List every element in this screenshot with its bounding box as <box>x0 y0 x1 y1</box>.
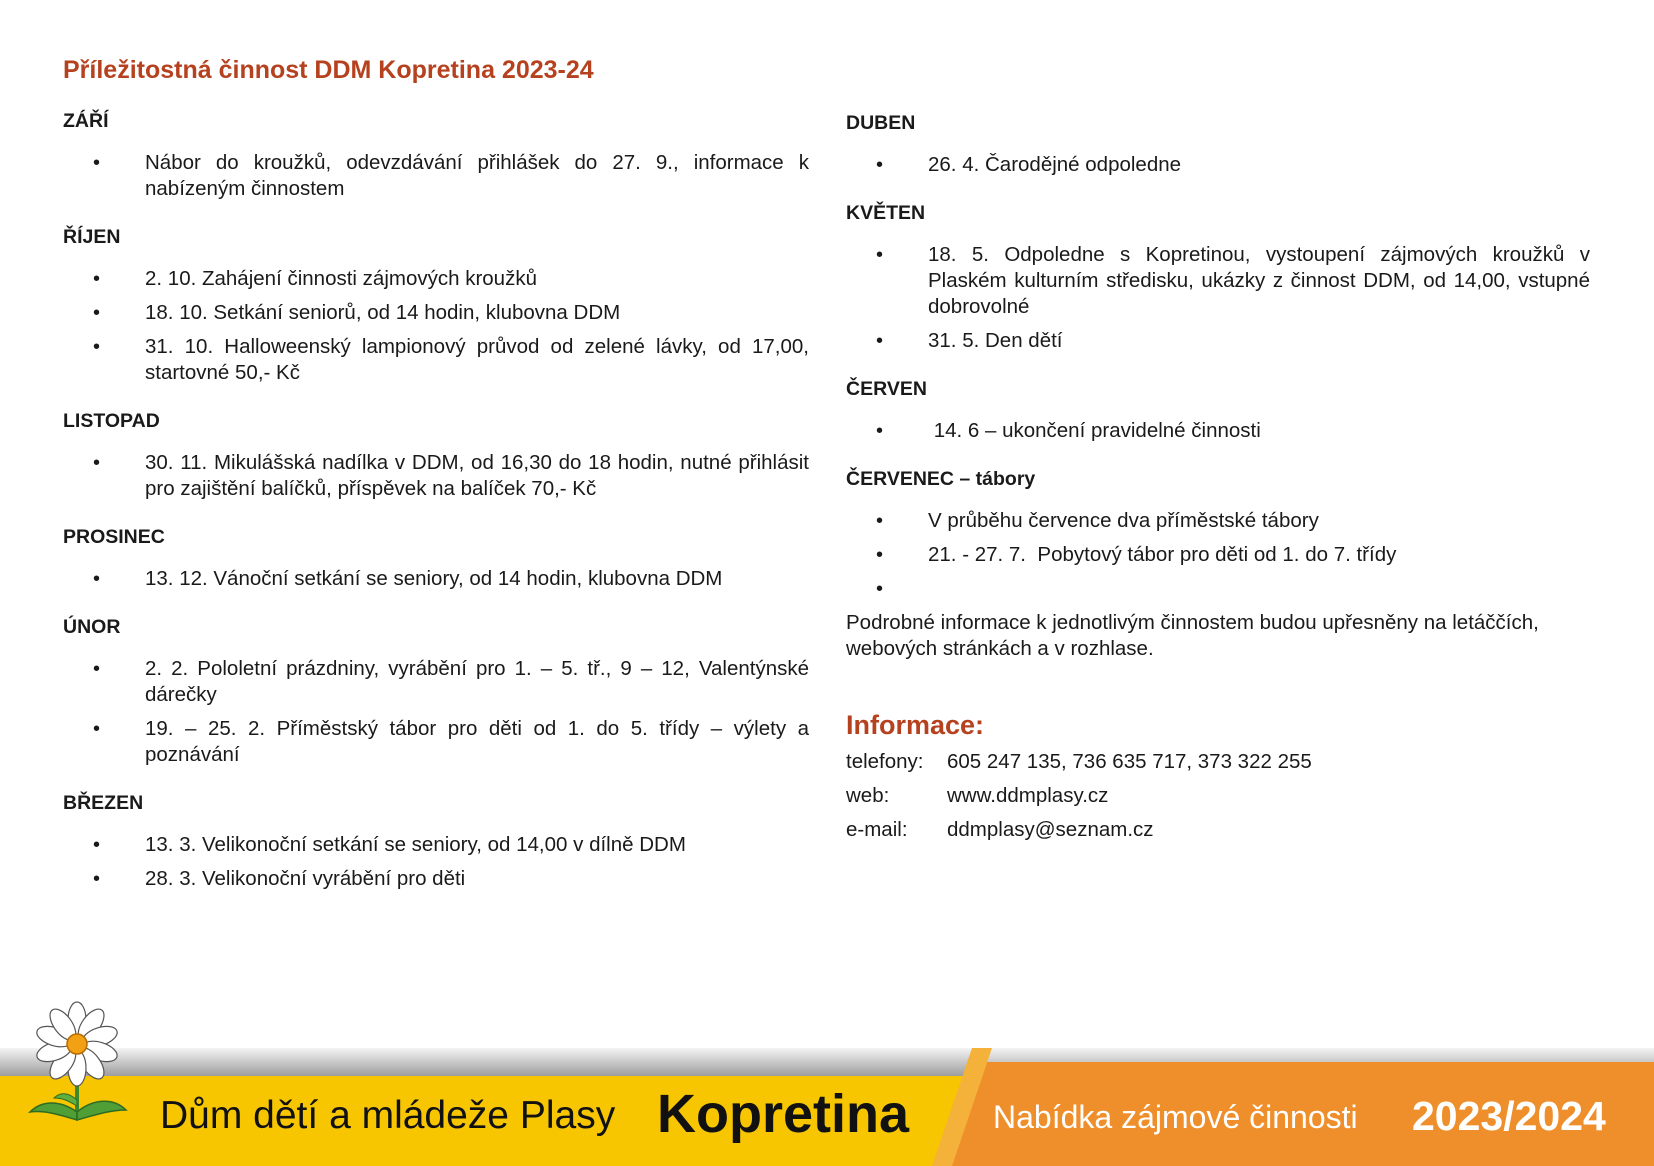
bullet-icon: • <box>876 154 884 176</box>
month-heading: ÚNOR <box>63 616 121 638</box>
month-section-brezen <box>63 790 809 892</box>
bullet-icon: • <box>93 868 101 890</box>
month-heading: LISTOPAD <box>63 410 160 432</box>
bullet-icon: • <box>93 658 101 680</box>
month-heading: KVĚTEN <box>846 202 926 224</box>
daisy-flower-icon <box>20 1000 135 1130</box>
month-heading: BŘEZEN <box>63 792 144 814</box>
month-section-unor <box>63 614 809 768</box>
contact-value: www.ddmplasy.cz <box>947 784 1109 807</box>
bullet-icon: • <box>876 244 884 266</box>
month-heading: PROSINEC <box>63 526 165 548</box>
contact-value: ddmplasy@seznam.cz <box>947 818 1154 841</box>
right-column <box>846 110 1590 851</box>
bullet-icon: • <box>876 578 884 600</box>
list-item: • 30. 11. Mikulášská nadílka v DDM, od 16,30 do 18 hodin, nutné přihlásit pro zajištění balíčků, příspěvek na balíček 70,- Kč <box>93 451 809 500</box>
list-item: • Nábor do kroužků, odevzdávání přihlášek do 27. 9., informace k nabízeným činnostem <box>93 151 809 200</box>
list-item: • 18. 10. Setkání seniorů, od 14 hodin, klubovna DDM <box>93 301 621 324</box>
month-section-cervenec <box>846 466 1590 602</box>
bullet-icon: • <box>876 420 884 442</box>
month-section-prosinec <box>63 524 809 592</box>
list-item: • 2. 2. Pololetní prázdniny, vyrábění pro 1. – 5. tř., 9 – 12, Valentýnské dárečky <box>93 657 809 706</box>
left-column <box>63 108 809 914</box>
bullet-icon: • <box>876 510 884 532</box>
footer-org-name: Dům dětí a mládeže Plasy <box>160 1094 616 1137</box>
footer-year: 2023/2024 <box>1412 1093 1606 1139</box>
bullet-icon: • <box>876 544 884 566</box>
footer-brand: Kopretina <box>657 1084 910 1144</box>
contact-row-phone <box>846 749 1590 775</box>
list-item: • 28. 3. Velikonoční vyrábění pro děti <box>93 867 466 890</box>
month-section-listopad <box>63 408 809 502</box>
list-item <box>846 576 1590 602</box>
contact-row-email <box>846 817 1590 843</box>
list-item: • 13. 12. Vánoční setkání se seniory, od 14 hodin, klubovna DDM <box>93 567 723 590</box>
month-section-duben <box>846 110 1590 178</box>
month-heading: ŘÍJEN <box>63 226 121 248</box>
bullet-icon: • <box>93 152 101 174</box>
list-item: • 2. 10. Zahájení činnosti zájmových kroužků <box>93 267 537 290</box>
bullet-icon: • <box>93 452 101 474</box>
contact-label: web: <box>846 784 890 807</box>
page-title: Příležitostná činnost DDM Kopretina 2023-24 <box>63 56 594 84</box>
list-item: • 26. 4. Čarodějné odpoledne <box>876 153 1182 176</box>
month-section-kveten <box>846 200 1590 354</box>
list-item: • 13. 3. Velikonoční setkání se seniory, od 14,00 v dílně DDM <box>93 833 686 856</box>
list-item: • 31. 10. Halloweenský lampionový průvod od zelené lávky, od 17,00, startovné 50,- Kč <box>93 335 809 384</box>
contact-row-web <box>846 783 1590 809</box>
month-section-rijen <box>63 224 809 386</box>
list-item: • 14. 6 – ukončení pravidelné činnosti <box>876 419 1261 442</box>
contact-label: e-mail: <box>846 818 908 841</box>
info-heading: Informace: <box>846 710 985 740</box>
bullet-icon: • <box>93 302 101 324</box>
bullet-icon: • <box>93 834 101 856</box>
footer-offer: Nabídka zájmové činnosti <box>993 1099 1358 1135</box>
month-heading: ČERVENEC – tábory <box>846 468 1036 490</box>
note-paragraph: Podrobné informace k jednotlivým činnostem budou upřesněny na letáččích, webových stránkách a v rozhlase. <box>846 611 1539 660</box>
list-item: • 31. 5. Den dětí <box>876 329 1063 352</box>
month-heading: ČERVEN <box>846 378 927 400</box>
list-item: • 19. – 25. 2. Příměstský tábor pro děti od 1. do 5. třídy – výlety a poznávání <box>93 717 809 766</box>
contact-label: telefony: <box>846 750 924 773</box>
list-item: • 21. - 27. 7. Pobytový tábor pro děti od 1. do 7. třídy <box>876 543 1397 566</box>
month-section-cerven <box>846 376 1590 444</box>
bullet-icon: • <box>93 718 101 740</box>
bullet-icon: • <box>93 336 101 358</box>
month-heading: ZÁŘÍ <box>63 110 109 132</box>
contact-value: 605 247 135, 736 635 717, 373 322 255 <box>947 750 1312 773</box>
bullet-icon: • <box>93 568 101 590</box>
list-item: • 18. 5. Odpoledne s Kopretinou, vystoupení zájmových kroužků v Plaském kulturním středisku, ukázky z činnost DDM, od 14,00, vstupné dobrovolné <box>876 243 1590 318</box>
bullet-icon: • <box>876 330 884 352</box>
bullet-icon: • <box>93 268 101 290</box>
list-item: • V průběhu července dva příměstské tábory <box>876 509 1319 532</box>
month-section-zari <box>63 108 809 202</box>
month-heading: DUBEN <box>846 112 916 134</box>
